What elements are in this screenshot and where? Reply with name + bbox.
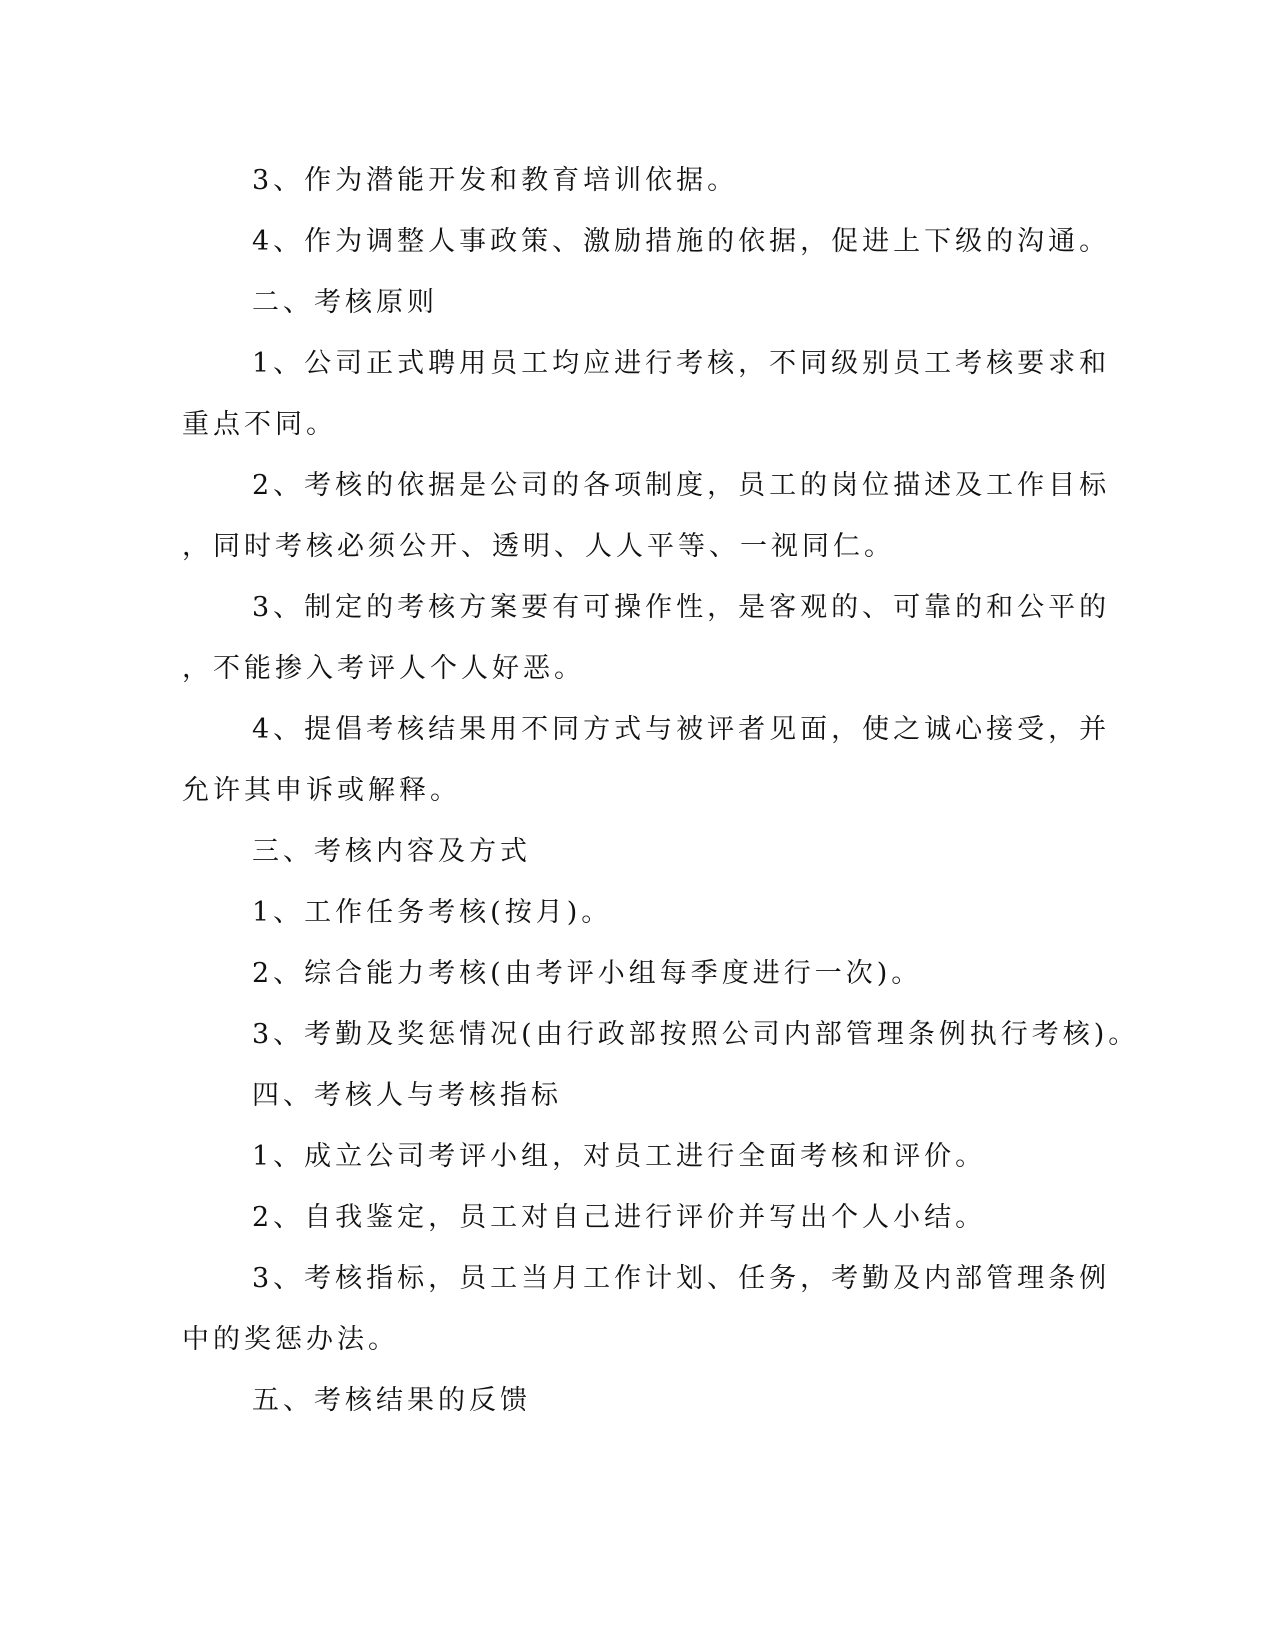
section-heading-content-methods: 三、考核内容及方式 (252, 836, 531, 867)
section-heading-principles: 二、考核原则 (252, 287, 438, 318)
assessor-item-3-line-1: 3、考核指标，员工当月工作计划、任务，考勤及内部管理条例 (252, 1263, 1111, 1294)
assessor-item-3-line-2: 中的奖惩办法。 (182, 1324, 399, 1355)
principle-1-line-2: 重点不同。 (182, 409, 337, 440)
principle-2-line-1: 2、考核的依据是公司的各项制度，员工的岗位描述及工作目标 (252, 470, 1111, 501)
document-page (182, 150, 1140, 1431)
principle-3-line-2: ，不能掺入考评人个人好恶。 (182, 653, 585, 684)
content-item-1: 1、工作任务考核(按月)。 (252, 897, 613, 928)
principle-3-line-1: 3、制定的考核方案要有可操作性，是客观的、可靠的和公平的 (252, 592, 1111, 623)
content-item-3: 3、考勤及奖惩情况(由行政部按照公司内部管理条例执行考核)。 (252, 1019, 1140, 1050)
principle-4-line-2: 允许其申诉或解释。 (182, 775, 461, 806)
principle-4-line-1: 4、提倡考核结果用不同方式与被评者见面，使之诚心接受，并 (252, 714, 1111, 745)
section-heading-assessors-indicators: 四、考核人与考核指标 (252, 1080, 562, 1111)
principle-2-line-2: ，同时考核必须公开、透明、人人平等、一视同仁。 (182, 531, 895, 562)
item-4-personnel-policy: 4、作为调整人事政策、激励措施的依据，促进上下级的沟通。 (252, 226, 1111, 257)
principle-1-line-1: 1、公司正式聘用员工均应进行考核，不同级别员工考核要求和 (252, 348, 1111, 379)
section-heading-feedback: 五、考核结果的反馈 (252, 1385, 531, 1416)
item-3-potential-training: 3、作为潜能开发和教育培训依据。 (252, 165, 739, 196)
assessor-item-1: 1、成立公司考评小组，对员工进行全面考核和评价。 (252, 1141, 987, 1172)
content-item-2: 2、综合能力考核(由考评小组每季度进行一次)。 (252, 958, 923, 989)
assessor-item-2: 2、自我鉴定，员工对自己进行评价并写出个人小结。 (252, 1202, 987, 1233)
